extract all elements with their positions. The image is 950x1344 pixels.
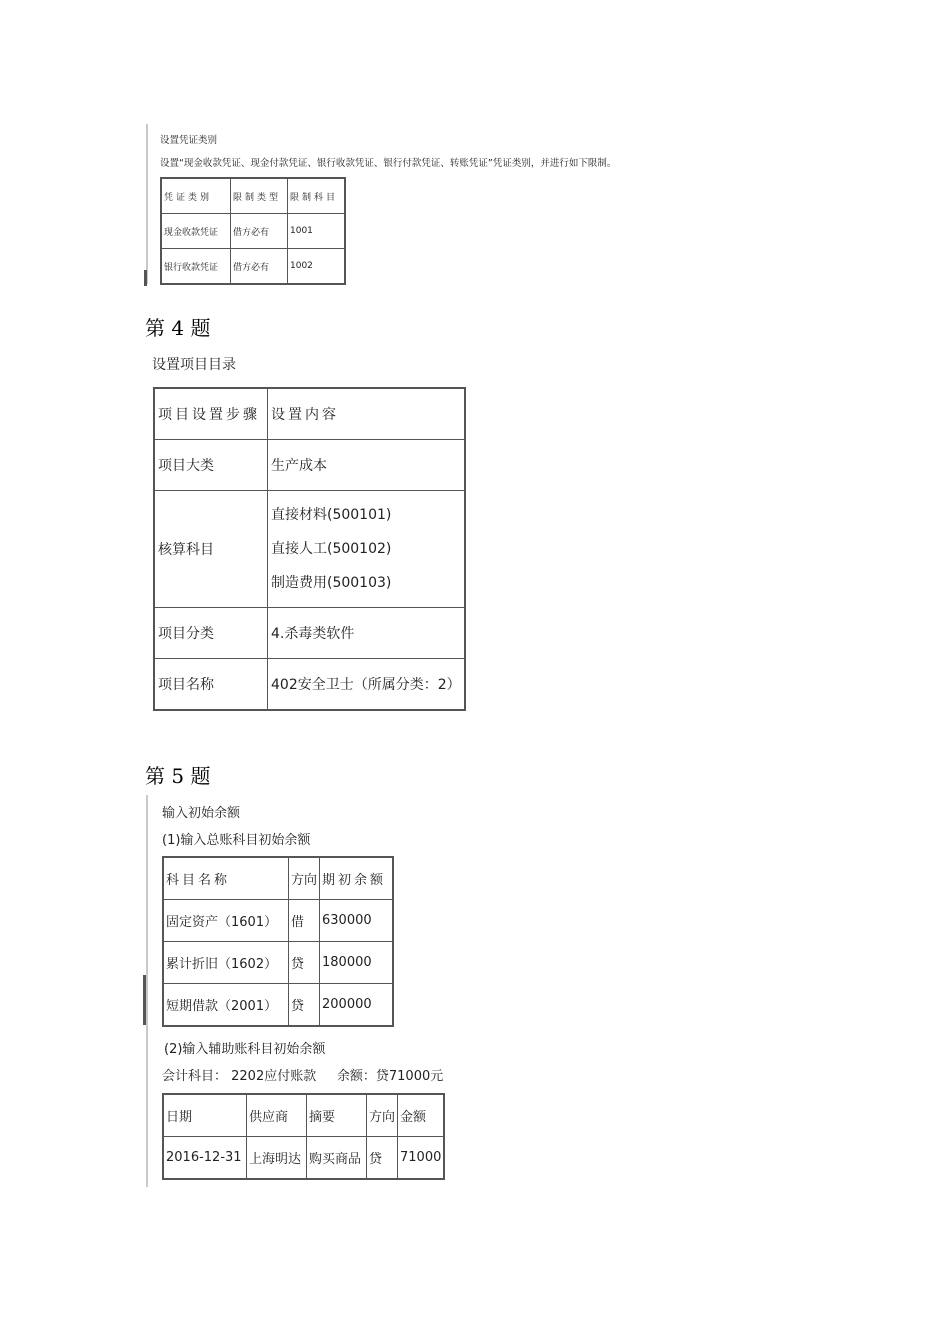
table-cell: 累计折旧（1602） <box>163 942 289 984</box>
table-row <box>163 942 393 984</box>
table-cell: 2016-12-31 <box>163 1137 247 1180</box>
table-cell: 项目分类 <box>154 608 268 659</box>
ledger-balance-table <box>162 856 394 1027</box>
table-cell: 1002 <box>288 249 346 285</box>
cell-line: 直接材料(500101) <box>271 507 392 523</box>
table-header-row <box>154 388 465 440</box>
header-cell: 金额 <box>398 1094 445 1137</box>
table-cell: 贷 <box>367 1137 398 1180</box>
table-cell: 贷 <box>289 942 320 984</box>
table-row <box>154 440 465 491</box>
question-5-title: 输入初始余额 <box>162 806 241 821</box>
project-catalog-table <box>153 387 466 711</box>
table-row <box>154 608 465 659</box>
table-header-row <box>163 1094 444 1137</box>
table-cell-multiline <box>268 491 466 608</box>
voucher-type-table <box>160 177 346 285</box>
subtitle-auxiliary-ledger: (2)输入辅助账科目初始余额 <box>164 1042 326 1057</box>
question-4-label: 第 4 题 <box>145 316 211 340</box>
header-cell: 日期 <box>163 1094 247 1137</box>
auxiliary-balance-table <box>162 1093 445 1180</box>
cell-line: 制造费用(500103) <box>271 575 392 591</box>
header-cell: 凭证类别 <box>161 178 231 214</box>
section5-left-marker <box>143 975 146 1025</box>
cell-line: 直接人工(500102) <box>271 541 392 557</box>
table-cell: 短期借款（2001） <box>163 984 289 1027</box>
header-cell: 项目设置步骤 <box>154 388 268 440</box>
header-cell: 供应商 <box>247 1094 307 1137</box>
table-cell: 生产成本 <box>268 440 466 491</box>
table-cell: 固定资产（1601） <box>163 900 289 942</box>
section1-title: 设置凭证类别 <box>160 135 218 146</box>
header-cell: 期初余额 <box>320 857 394 900</box>
table-cell: 借方必有 <box>231 214 288 249</box>
table-row <box>163 984 393 1027</box>
header-cell: 方向 <box>367 1094 398 1137</box>
subtitle-general-ledger: (1)输入总账科目初始余额 <box>162 833 311 848</box>
table-cell: 项目大类 <box>154 440 268 491</box>
table-cell: 购买商品 <box>307 1137 367 1180</box>
question-4-title: 设置项目目录 <box>152 357 236 373</box>
section1-description: 设置“现金收款凭证、现金付款凭证、银行收款凭证、银行付款凭证、转账凭证”凭证类别，并进行如下限制。 <box>160 158 617 169</box>
section5-left-border <box>146 795 148 1187</box>
table-row <box>163 900 393 942</box>
question-5-label: 第 5 题 <box>145 764 211 788</box>
table-cell: 借 <box>289 900 320 942</box>
section1-left-border <box>146 124 148 284</box>
table-cell: 180000 <box>320 942 394 984</box>
table-cell: 银行收款凭证 <box>161 249 231 285</box>
header-cell: 设置内容 <box>268 388 466 440</box>
table-row <box>154 491 465 608</box>
table-cell: 现金收款凭证 <box>161 214 231 249</box>
table-cell: 项目名称 <box>154 659 268 711</box>
table-cell: 1001 <box>288 214 346 249</box>
section1-left-marker <box>144 270 147 286</box>
table-cell: 71000 <box>398 1137 445 1180</box>
table-cell: 200000 <box>320 984 394 1027</box>
header-cell: 摘要 <box>307 1094 367 1137</box>
table-cell: 402安全卫士（所属分类：2） <box>268 659 466 711</box>
table-cell: 借方必有 <box>231 249 288 285</box>
table-row <box>161 249 345 285</box>
header-cell: 限制类型 <box>231 178 288 214</box>
header-cell: 方向 <box>289 857 320 900</box>
table-cell: 贷 <box>289 984 320 1027</box>
table-row <box>161 214 345 249</box>
table-header-row <box>163 857 393 900</box>
table-row <box>163 1137 444 1180</box>
header-cell: 科目名称 <box>163 857 289 900</box>
header-cell: 限制科目 <box>288 178 346 214</box>
table-cell: 核算科目 <box>154 491 268 608</box>
table-header-row <box>161 178 345 214</box>
table-row <box>154 659 465 711</box>
table-cell: 4.杀毒类软件 <box>268 608 466 659</box>
account-balance-line: 会计科目： 2202应付账款 余额：贷71000元 <box>162 1069 444 1084</box>
table-cell: 上海明达 <box>247 1137 307 1180</box>
table-cell: 630000 <box>320 900 394 942</box>
